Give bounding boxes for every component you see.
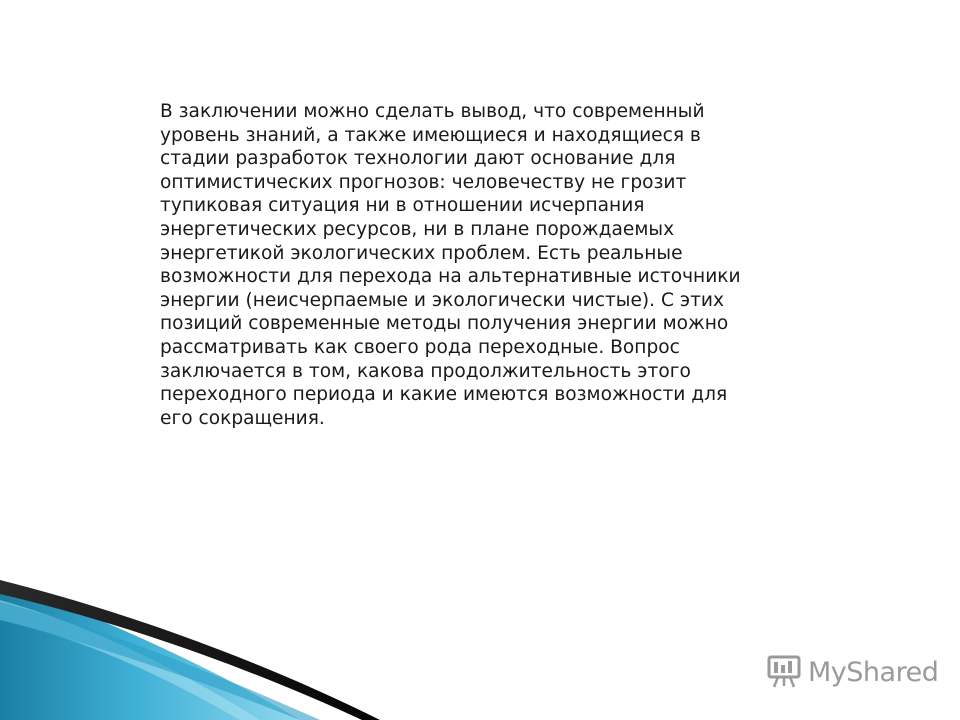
slide-body-text: В заключении можно сделать вывод, что современный уровень знаний, а также имеющиеся и находящиеся в стадии разработок технологии дают основание для оптимистических прогнозов: человечеству не грозит тупиковая ситуация ни в отношении исчерпания энергетических ресурсов, ни в плане порождаемых энергетикой экологических проблем. Есть реальные возможности для перехода на альтернативные источники энергии (неисчерпаемые и экологически чистые). С этих позиций современные методы получения энергии можно рассматривать как своего рода переходные. Вопрос заключается в том, какова продолжительность этого переходного периода и какие имеются возможности для его сокращения. xyxy=(160,101,741,429)
presentation-board-icon xyxy=(766,655,802,689)
watermark-text: MyShared xyxy=(808,656,939,688)
watermark-logo xyxy=(766,655,938,689)
